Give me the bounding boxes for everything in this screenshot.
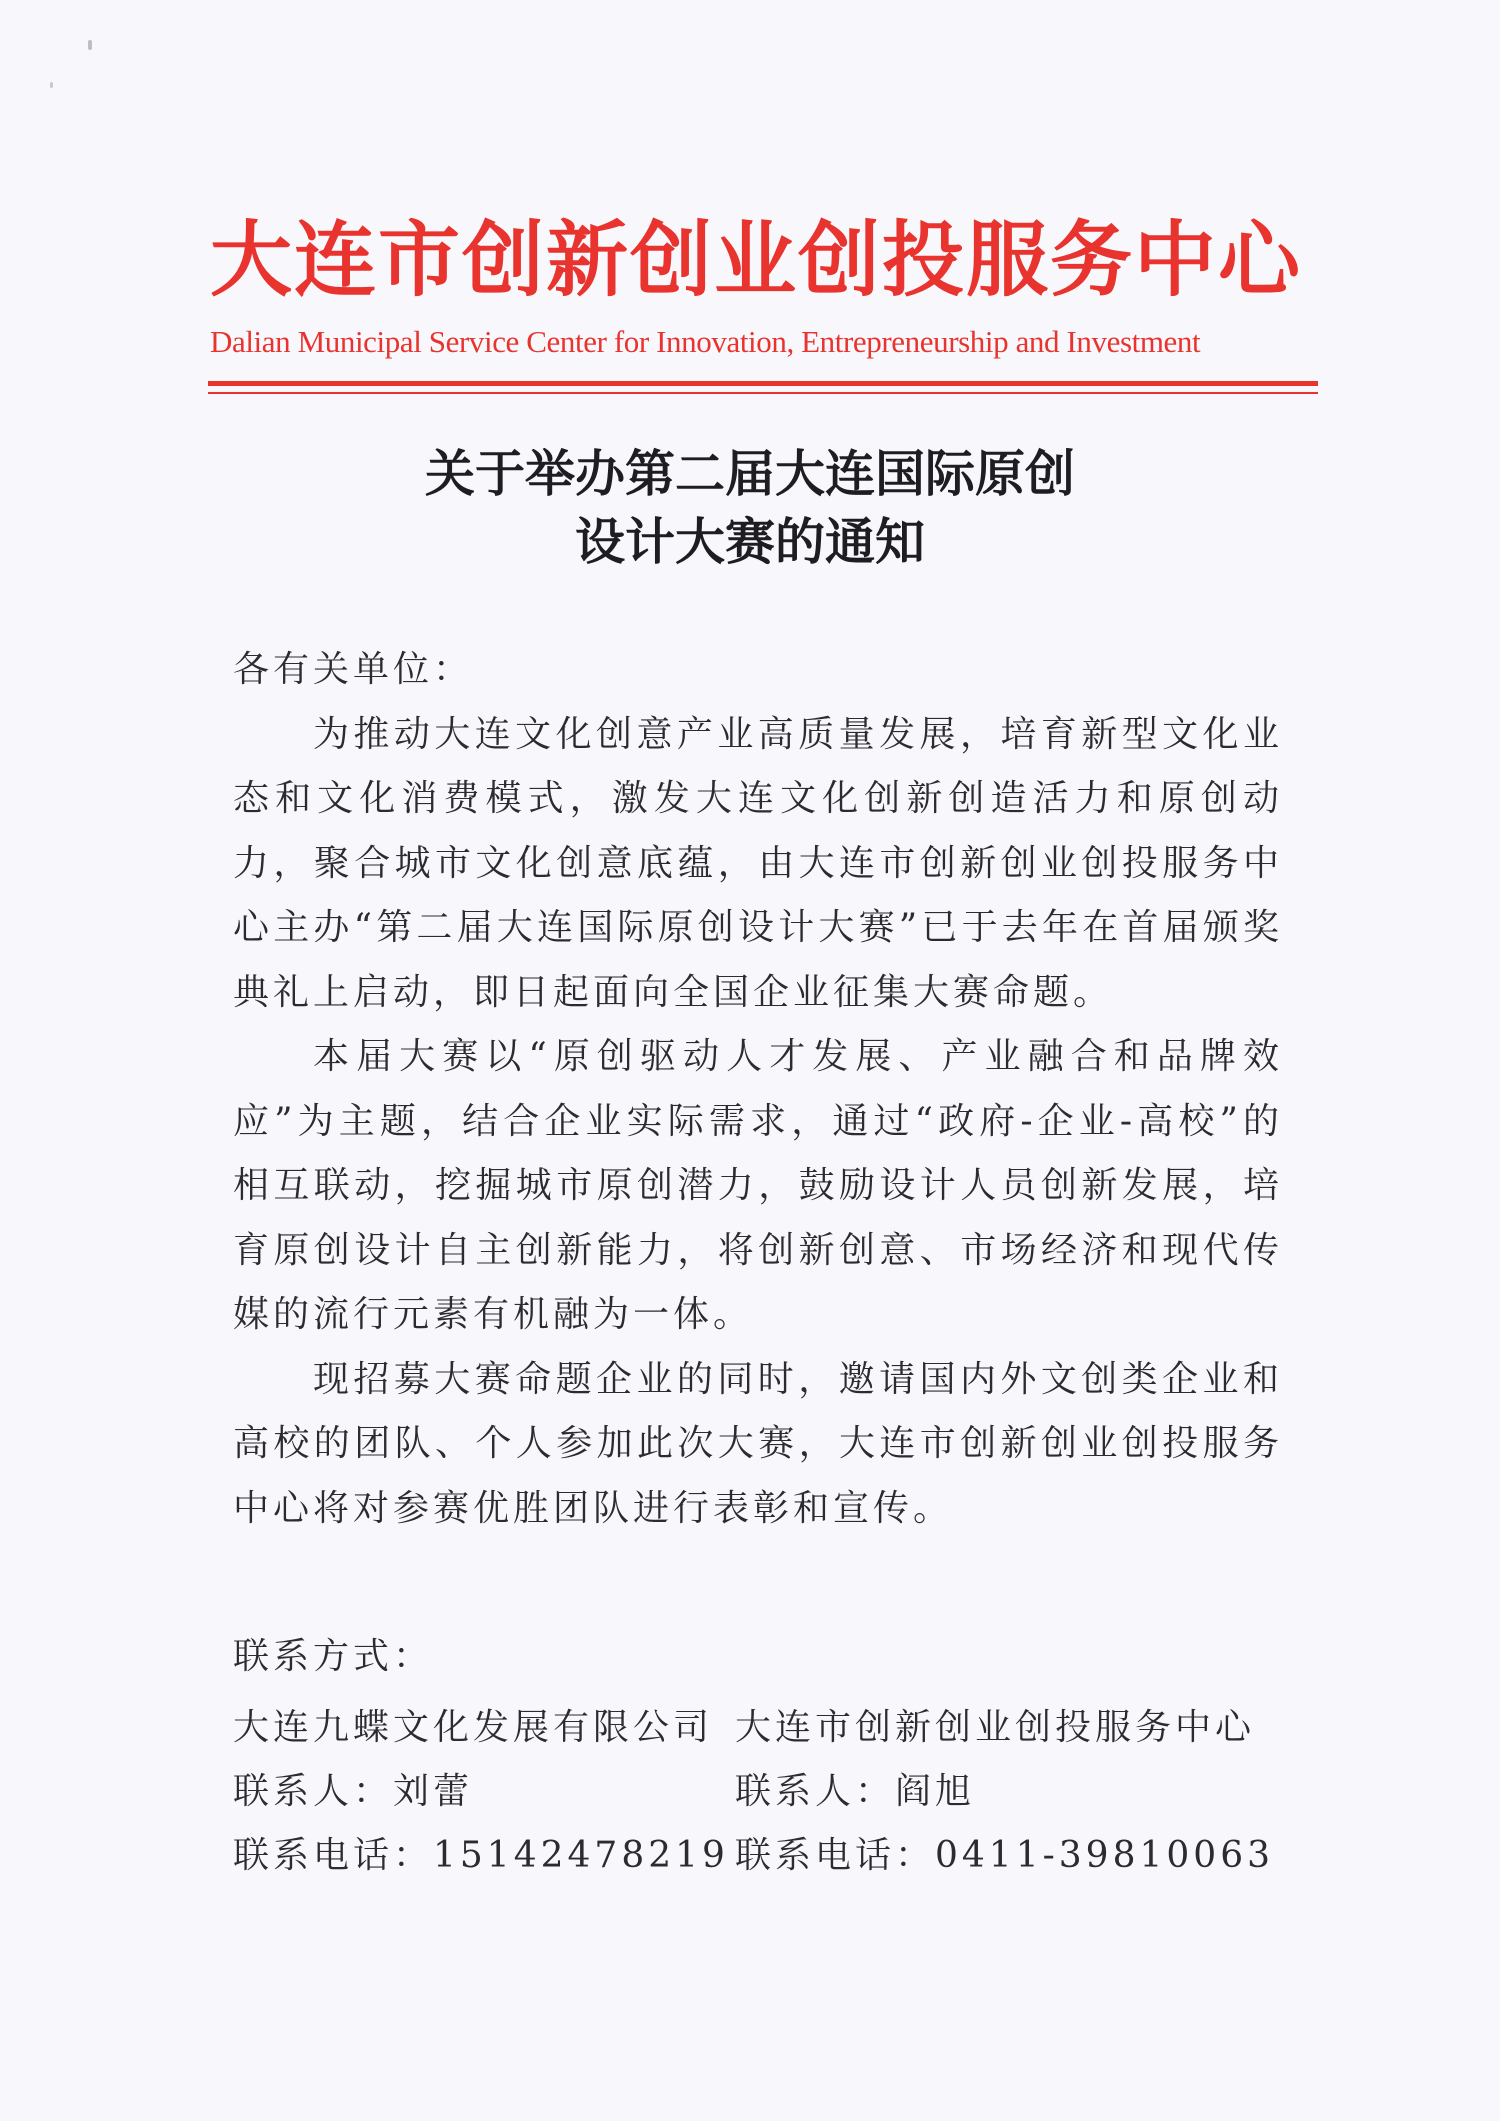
contact-heading: 联系方式： [233,1636,434,1677]
scan-speck [88,40,92,50]
document-title-line1: 关于举办第二届大连国际原创 [425,444,1075,503]
letterhead-org-name-cn: 大连市创新创业创投服务中心 [210,212,1303,308]
contact-left-phone: 联系电话：15142478219 [233,1834,729,1876]
contact-left-org: 大连九蝶文化发展有限公司 [233,1706,714,1748]
body-paragraph: 现招募大赛命题企业的同时，邀请国内外文创类企业和高校的团队、个人参加此次大赛，大连市创新创业创投服务中心将对参赛优胜团队进行表彰和宣传。 [233,1358,1283,1529]
document-title-line2: 设计大赛的通知 [575,512,925,571]
contact-right-phone: 联系电话：0411-39810063 [735,1834,1275,1876]
body-paragraph: 为推动大连文化创意产业高质量发展，培育新型文化业态和文化消费模式，激发大连文化创新创造活力和原创动力，聚合城市文化创意底蕴，由大连市创新创业创投服务中心主办“第二届大连国际原创设计大赛”已于去年在首届颁奖典礼上启动，即日起面向全国企业征集大赛命题。 [233,713,1283,1013]
document-title [210,440,1290,576]
contact-section [233,1625,1283,1896]
contact-right-person: 联系人：阎旭 [735,1770,976,1812]
scan-speck [50,82,53,88]
contact-left-person: 联系人：刘蕾 [233,1770,474,1812]
contact-left [233,1696,729,1888]
salutation: 各有关单位： [233,649,474,690]
contact-right [735,1696,1274,1888]
letterhead-org-name-en: Dalian Municipal Service Center for Innovation, Entrepreneurship and Investment [210,324,1201,359]
contact-right-org: 大连市创新创业创投服务中心 [735,1706,1256,1748]
body-paragraph: 本届大赛以“原创驱动人才发展、产业融合和品牌效应”为主题，结合企业实际需求，通过“政府-企业-高校”的相互联动，挖掘城市原创潜力，鼓励设计人员创新发展，培育原创设计自主创新能力，将创新创意、市场经济和现代传媒的流行元素有机融为一体。 [233,1036,1283,1335]
document-body [233,638,1283,1541]
letterhead-rule-thin [208,392,1318,394]
letterhead-rule-thick [208,381,1318,386]
